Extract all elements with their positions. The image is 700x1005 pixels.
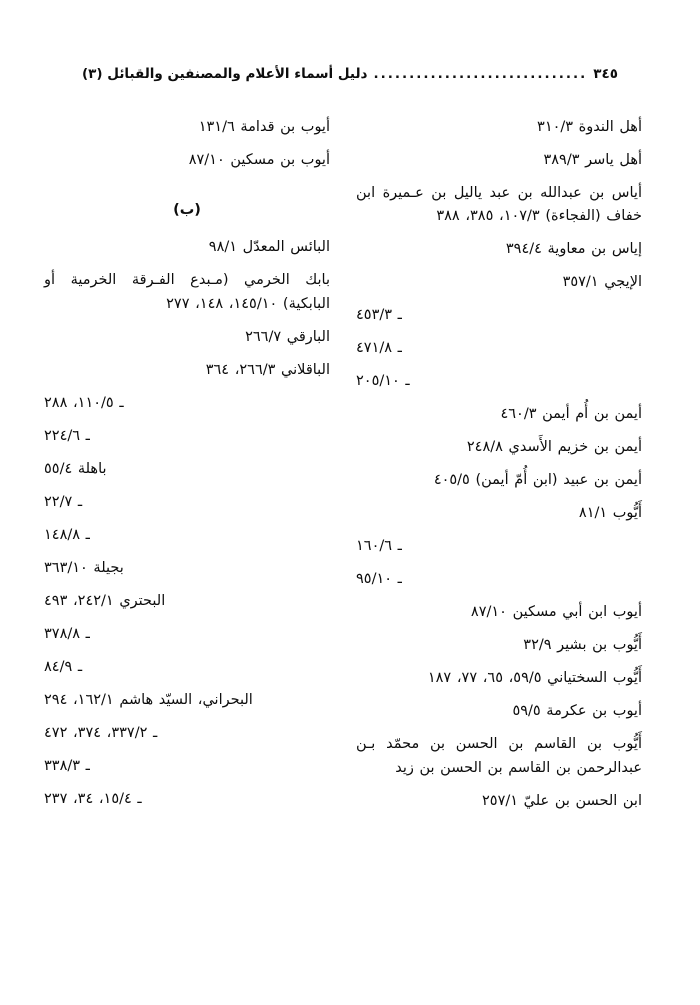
index-entry: البحراني، السيّد هاشم ١٦٢/١، ٢٩٤ [44, 691, 253, 708]
index-entry: الإيجي ٣٥٧/١ [562, 274, 642, 291]
section-spacer [44, 182, 330, 195]
index-entry: أَيُّوب بن القاسم بن الحسن بن محمّد بـن عبدالرحمن بن القاسم بن الحسن بن زيد [356, 736, 642, 776]
index-entry: ـ ٢٢٤/٦ [44, 427, 90, 444]
index-entry: أيمن بن عبيد (ابن أُمّ أيمن) ٤٠٥/٥ [433, 472, 642, 489]
index-entry: باهلة ٥٥/٤ [44, 460, 107, 477]
index-entry: ـ ١٤٨/٨ [44, 526, 90, 543]
index-entry: أيوب بن قدامة ١٣١/٦ [198, 119, 330, 135]
section-letter-heading: (ب) [173, 201, 201, 218]
header-title: دليل أسماء الأعلام والمصنفين والقبائل (٣) [81, 66, 368, 82]
index-entry: ـ ٢٢/٧ [44, 493, 83, 510]
index-column-left [44, 116, 330, 823]
index-entry: ـ ١١٠/٥، ٢٨٨ [44, 394, 124, 411]
index-entry: أهل الندوة ٣١٠/٣ [537, 119, 642, 135]
index-entry: أَيُّوب السختياني ٥٩/٥، ٦٥، ٧٧، ١٨٧ [427, 670, 642, 687]
index-entry: ـ ٢٠٥/١٠ [356, 373, 410, 390]
index-entry: ـ ٣٣٧/٢، ٣٧٤، ٤٧٢ [44, 724, 158, 741]
index-entry: أهل ياسر ٣٨٩/٣ [543, 151, 642, 168]
page-number: ٣٤٥ [593, 66, 619, 82]
index-entry: أيمن بن أُم أيمن ٤٦٠/٣ [500, 406, 642, 423]
header-dot-leader: .............................. [373, 66, 588, 82]
index-entry: البحتري ٢٤٢/١، ٤٩٣ [44, 592, 166, 609]
index-entry: ـ ٩٥/١٠ [356, 571, 402, 588]
index-entry: أيوب بن مسكين ٨٧/١٠ [188, 151, 330, 168]
index-entry: ـ ٣٧٨/٨ [44, 625, 90, 642]
index-entry: أيوب بن عكرمة ٥٩/٥ [512, 703, 642, 720]
index-entry: الباقلاني ٢٦٦/٣، ٣٦٤ [205, 361, 330, 378]
index-entry: أيمن بن خزيم الأَسدي ٢٤٨/٨ [466, 439, 642, 456]
index-entry: ـ ٤٧١/٨ [356, 340, 402, 357]
index-entry: أَيُّوب ٨١/١ [578, 505, 642, 522]
index-entry: ـ ٨٤/٩ [44, 658, 83, 675]
index-column-right [356, 116, 642, 823]
index-entry: أَيُّوب بن بشير ٣٢/٩ [523, 637, 642, 654]
index-entry: ـ ١٦٠/٦ [356, 538, 402, 555]
index-entry: أيوب ابن أبي مسكين ٨٧/١٠ [470, 604, 642, 621]
index-entry: البارقي ٢٦٦/٧ [245, 328, 330, 345]
index-entry: أياس بن عبدالله بن عبد ياليل بن عـميرة ابن خفاف (الفجاءة) ١٠٧/٣، ٣٨٥، ٣٨٨ [356, 184, 642, 225]
index-entry: بجيلة ٣٦٣/١٠ [44, 559, 124, 576]
index-entry: ابن الحسن بن عليّ ٢٥٧/١ [482, 792, 642, 809]
index-entry: البائس المعدّل ٩٨/١ [208, 239, 330, 256]
index-entry: ـ ٤٥٣/٣ [356, 307, 402, 324]
index-columns [44, 116, 642, 823]
index-entry: ـ ١٥/٤، ٣٤، ٢٣٧ [44, 790, 142, 807]
index-entry: بابك الخرمي (مـبدع الفـرقة الخرمية أو البابكية) ١٤٥/١٠، ١٤٨، ٢٧٧ [44, 272, 330, 312]
index-entry: إياس بن معاوية ٣٩٤/٤ [505, 241, 642, 258]
index-entry: ـ ٣٣٨/٣ [44, 757, 90, 774]
page-header [58, 66, 642, 82]
